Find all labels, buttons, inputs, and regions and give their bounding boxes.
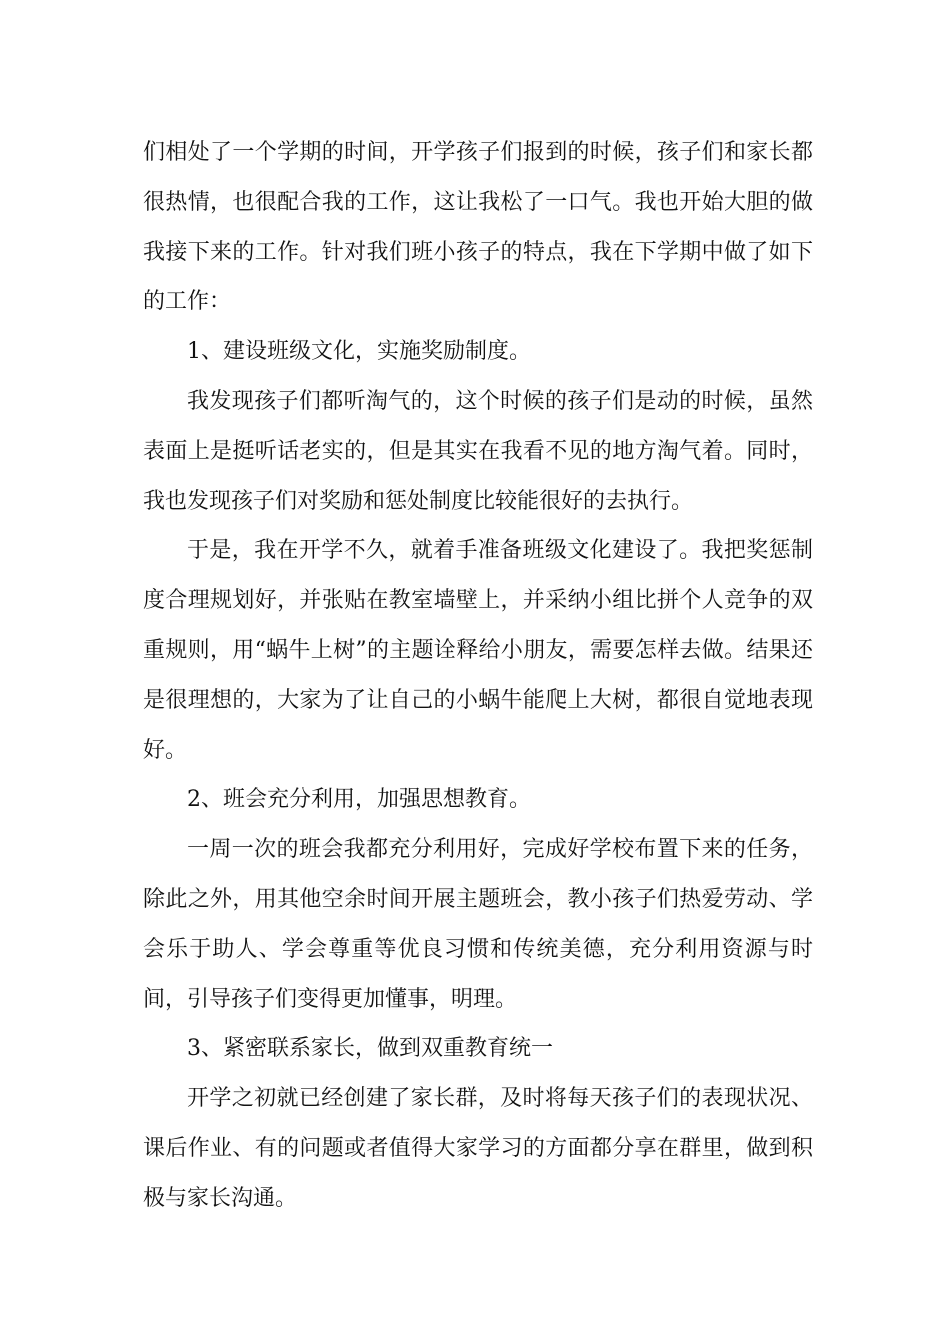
section-heading-2: 2、班会充分利用，加强思想教育。 <box>187 787 531 813</box>
paragraph: 一周一次的班会我都充分利用好，完成好学校布置下来的任务，除此之外，用其他空余时间开展主题班会，教小孩子们热爱劳动、学会乐于助人、学会尊重等优良习惯和传统美德，充分利用资源与时间，引导孩子们变得更加懂事，明理。 <box>143 837 813 1012</box>
paragraph: 于是，我在开学不久，就着手准备班级文化建设了。我把奖惩制度合理规划好，并张贴在教室墙壁上，并采纳小组比拼个人竞争的双重规则，用“蜗牛上树”的主题诠释给小朋友，需要怎样去做。结果还是很理想的，大家为了让自己的小蜗牛能爬上大树，都很自觉地表现好。 <box>143 538 813 763</box>
section-heading-3: 3、紧密联系家长，做到双重教育统一 <box>187 1036 553 1062</box>
paragraph: 我发现孩子们都听淘气的，这个时候的孩子们是动的时候，虽然表面上是挺听话老实的，但是其实在我看不见的地方淘气着。同时，我也发现孩子们对奖励和惩处制度比较能很好的去执行。 <box>143 388 813 514</box>
paragraph: 开学之初就已经创建了家长群，及时将每天孩子们的表现状况、课后作业、有的问题或者值得大家学习的方面都分享在群里，做到积极与家长沟通。 <box>143 1086 813 1211</box>
section-heading-1: 1、建设班级文化，实施奖励制度。 <box>187 339 531 365</box>
document-body <box>143 128 813 1224</box>
paragraph-continuation: 们相处了一个学期的时间，开学孩子们报到的时候，孩子们和家长都很热情，也很配合我的工作，这让我松了一口气。我也开始大胆的做我接下来的工作。针对我们班小孩子的特点，我在下学期中做了如下的工作： <box>143 140 813 315</box>
